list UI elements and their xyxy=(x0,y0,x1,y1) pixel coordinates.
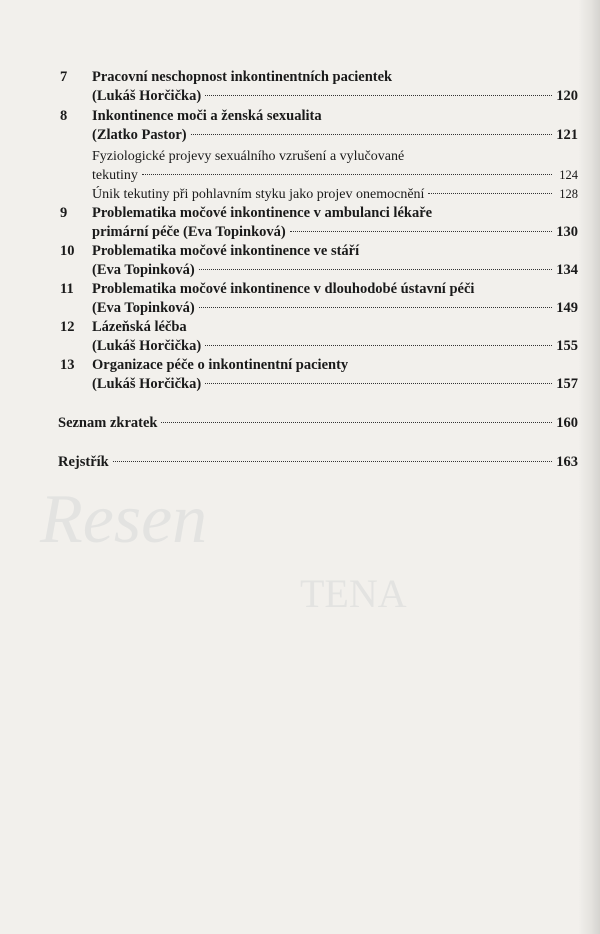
toc-entry-12[interactable] xyxy=(60,318,578,356)
chapter-author: (Lukáš Horčička) xyxy=(92,376,202,392)
chapter-title: Lázeňská léčba xyxy=(92,319,187,335)
dot-leader xyxy=(142,174,552,175)
dot-leader xyxy=(199,307,552,308)
chapter-author: primární péče (Eva Topinková) xyxy=(92,224,286,240)
chapter-title: Problematika močové inkontinence v dlouhodobé ústavní péči xyxy=(92,281,475,297)
chapter-author: (Zlatko Pastor) xyxy=(92,127,187,143)
page-number: 149 xyxy=(556,300,578,316)
page-number: 155 xyxy=(556,338,578,354)
toc-entry-abbreviations[interactable] xyxy=(58,414,578,433)
dot-leader xyxy=(205,383,552,384)
page-number: 121 xyxy=(556,127,578,143)
chapter-author: (Lukáš Horčička) xyxy=(92,338,202,354)
chapter-title: Inkontinence moči a ženská sexualita xyxy=(92,108,322,124)
page-edge-shadow xyxy=(578,0,600,934)
page-number: 157 xyxy=(556,376,578,392)
chapter-author: (Lukáš Horčička) xyxy=(92,88,202,104)
toc-entry-7[interactable] xyxy=(60,68,578,106)
dot-leader xyxy=(205,345,552,346)
table-of-contents xyxy=(60,68,578,472)
section-title: Rejstřík xyxy=(58,454,109,470)
toc-entry-index[interactable] xyxy=(58,453,578,472)
page-number: 124 xyxy=(559,168,578,182)
toc-entry-10[interactable] xyxy=(60,242,578,280)
chapter-number: 10 xyxy=(60,243,75,259)
chapter-number: 8 xyxy=(60,108,68,124)
dot-leader xyxy=(205,95,552,96)
subsection-title: Únik tekutiny při pohlavním styku jako projev onemocnění xyxy=(92,187,425,202)
subsection-title: Fyziologické projevy sexuálního vzrušení a vylučované xyxy=(92,149,405,164)
dot-leader xyxy=(428,193,552,194)
subsection-title-cont: tekutiny xyxy=(92,168,138,183)
page-number: 134 xyxy=(556,262,578,278)
page-number: 120 xyxy=(556,88,578,104)
page-number: 130 xyxy=(556,224,578,240)
page-number: 163 xyxy=(556,454,578,470)
chapter-number: 11 xyxy=(60,281,74,297)
page-number: 128 xyxy=(559,187,578,201)
chapter-number: 7 xyxy=(60,69,68,85)
chapter-author: (Eva Topinková) xyxy=(92,262,195,278)
toc-entry-8[interactable] xyxy=(60,107,578,204)
dot-leader xyxy=(191,134,552,135)
chapter-title: Organizace péče o inkontinentní pacienty xyxy=(92,357,349,373)
page-number: 160 xyxy=(556,415,578,431)
toc-entry-11[interactable] xyxy=(60,280,578,318)
dot-leader xyxy=(199,269,552,270)
chapter-number: 12 xyxy=(60,319,75,335)
chapter-author: (Eva Topinková) xyxy=(92,300,195,316)
toc-entry-9[interactable] xyxy=(60,204,578,242)
chapter-title: Problematika močové inkontinence ve stáří xyxy=(92,243,360,259)
chapter-number: 9 xyxy=(60,205,68,221)
chapter-number: 13 xyxy=(60,357,75,373)
toc-entry-13[interactable] xyxy=(60,356,578,394)
dot-leader xyxy=(290,231,552,232)
section-title: Seznam zkratek xyxy=(58,415,158,431)
chapter-title: Pracovní neschopnost inkontinentních pacientek xyxy=(92,69,393,85)
dot-leader xyxy=(161,422,552,423)
dot-leader xyxy=(113,461,552,462)
chapter-title: Problematika močové inkontinence v ambulanci lékaře xyxy=(92,205,433,221)
